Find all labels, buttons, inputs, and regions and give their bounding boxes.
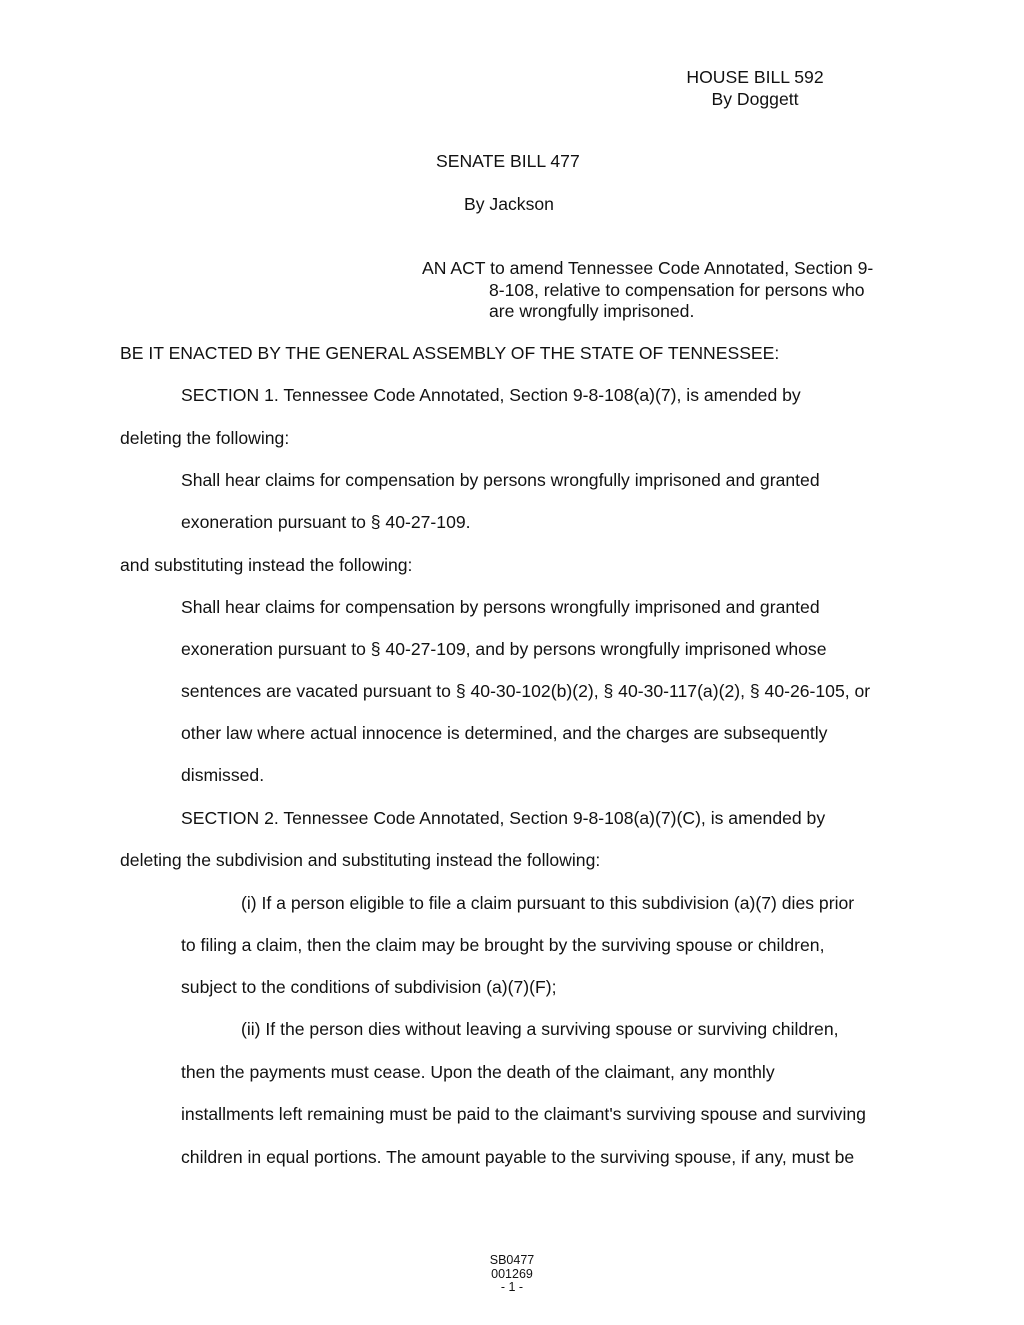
senate-bill-number: SENATE BILL 477 (436, 151, 580, 171)
caption-line: 8-108, relative to compensation for persons who (489, 279, 865, 300)
body-line: deleting the following: (120, 428, 290, 448)
subdivision-ii-line: (ii) If the person dies without leaving a surviving spouse or surviving children, (241, 1019, 839, 1039)
substituted-text-line: dismissed. (181, 765, 265, 785)
footer-page-number: - 1 - (500, 1280, 524, 1294)
subdivision-i-line: subject to the conditions of subdivision (a)(7)(F); (181, 977, 557, 997)
substituted-text-line: other law where actual innocence is determined, and the charges are subsequently (181, 723, 828, 743)
subdivision-i-line: (i) If a person eligible to file a claim pursuant to this subdivision (a)(7) dies prior (241, 893, 855, 913)
substituted-text-line: exoneration pursuant to § 40-27-109, and by persons wrongfully imprisoned whose (181, 639, 827, 659)
deleted-text-line: exoneration pursuant to § 40-27-109. (181, 512, 471, 532)
footer-doc-number: 001269 (491, 1266, 533, 1281)
caption-line: AN ACT to amend Tennessee Code Annotated, Section 9- (422, 258, 874, 278)
subdivision-ii-line: installments left remaining must be paid to the claimant's surviving spouse and surviving (181, 1104, 866, 1124)
house-bill-number: HOUSE BILL 592 (686, 67, 824, 87)
bill-caption (422, 258, 912, 323)
page-footer (462, 1254, 562, 1295)
deleted-text-line: Shall hear claims for compensation by persons wrongfully imprisoned and granted (181, 470, 820, 490)
subdivision-ii-line: children in equal portions. The amount payable to the surviving spouse, if any, must be (181, 1147, 855, 1167)
section-2-heading-line: SECTION 2. Tennessee Code Annotated, Section 9-8-108(a)(7)(C), is amended by (181, 808, 826, 828)
footer-bill-code: SB0477 (489, 1253, 535, 1267)
senate-bill-sponsor: By Jackson (464, 194, 554, 214)
substituted-text-line: sentences are vacated pursuant to § 40-30-102(b)(2), § 40-30-117(a)(2), § 40-26-105, or (181, 681, 871, 701)
house-bill-sponsor: By Doggett (711, 89, 799, 109)
caption-line: are wrongfully imprisoned. (489, 301, 695, 321)
substituted-text-line: Shall hear claims for compensation by persons wrongfully imprisoned and granted (181, 597, 820, 617)
subdivision-i-line: to filing a claim, then the claim may be brought by the surviving spouse or children, (181, 935, 825, 955)
body-line: and substituting instead the following: (120, 555, 413, 575)
body-line: deleting the subdivision and substituting instead the following: (120, 850, 601, 870)
house-bill-header (650, 66, 860, 110)
enacting-clause: BE IT ENACTED BY THE GENERAL ASSEMBLY OF THE STATE OF TENNESSEE: (120, 343, 780, 363)
subdivision-ii-line: then the payments must cease. Upon the death of the claimant, any monthly (181, 1062, 775, 1082)
section-1-heading-line: SECTION 1. Tennessee Code Annotated, Section 9-8-108(a)(7), is amended by (181, 385, 801, 405)
